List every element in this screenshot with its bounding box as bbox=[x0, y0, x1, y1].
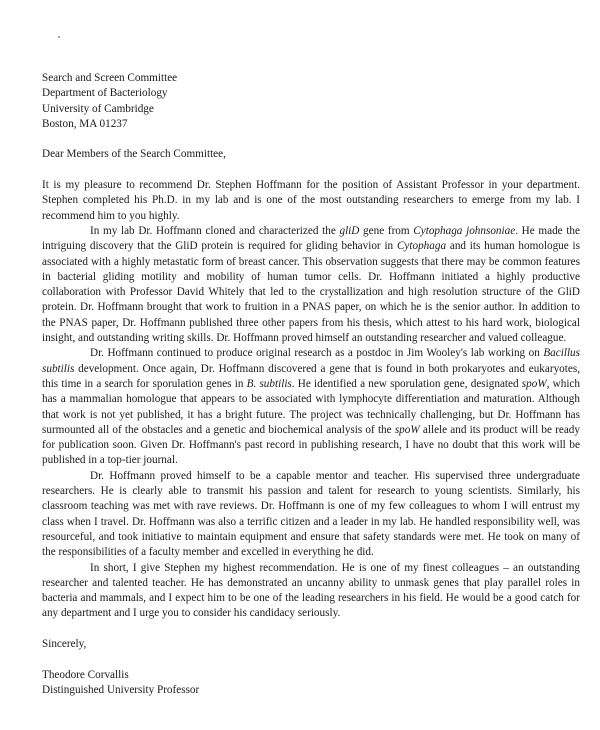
species-name-italic: Cytophaga johnsoniae bbox=[413, 224, 516, 237]
text-run: development. Once again, Dr. Hoffmann discovered a gene that is found in both prokaryotes and eukaryotes, this time in a search for sporulation genes in bbox=[42, 362, 580, 390]
salutation: Dear Members of the Search Committee, bbox=[42, 148, 226, 161]
signer-name: Theodore Corvallis bbox=[42, 668, 129, 681]
paragraph-postdoc-research bbox=[42, 346, 580, 468]
signer-title: Distinguished University Professor bbox=[42, 683, 200, 696]
species-name-italic: Bacillus subtilis bbox=[42, 347, 580, 375]
paragraph-recommendation: In short, I give Stephen my highest recommendation. He is one of my finest colleagues – an outstanding researcher and talented teacher. He has demonstrated an uncanny ability to unmask genes that play parallel roles in bacteria and mammals, and I expect him to be one of the leading researchers in his field. He would be a good catch for any department and I urge you to consider his candidacy seriously. bbox=[42, 561, 580, 620]
paragraph-intro: It is my pleasure to recommend Dr. Stephen Hoffmann for the position of Assistant Professor in your department. Stephen completed his Ph.D. in my lab and is one of the most outstanding researchers to emerge from my lab. I recommend him to you highly. bbox=[42, 179, 580, 222]
gene-name-italic: spoW bbox=[394, 423, 420, 436]
genus-name-italic: Cytophaga bbox=[396, 240, 447, 253]
closing: Sincerely, bbox=[42, 637, 87, 650]
text-run: , which has a mammalian homologue that appears to be associated with lymphocyte differentiation and maturation. Although that work is not yet published, it has a bright future. The project was technically challenging, but Dr. Hoffmann has surmounted all of the obstacles and a genetic and biochemical analysis of the bbox=[42, 377, 580, 436]
signature-block bbox=[42, 668, 580, 699]
recommendation-letter bbox=[42, 71, 580, 698]
address-line-city: Boston, MA 01237 bbox=[42, 117, 128, 130]
species-name-italic: B. subtilis bbox=[246, 377, 292, 390]
paragraph-mentoring: Dr. Hoffmann proved himself to be a capable mentor and teacher. His supervised three undergraduate researchers. He is clearly able to transmit his passion and talent for research to young scientists. Similarly, his classroom teaching was met with rave reviews. Dr. Hoffmann is one of my few colleagues to whom I will entrust my class when I travel. Dr. Hoffmann was also a terrific citizen and a leader in my lab. He handled responsibility well, was resourceful, and took initiative to maintain equipment and ensure that safety standards were met. He took on many of the responsibilities of a faculty member and excelled in everything he did. bbox=[42, 469, 580, 559]
address-line-department: Department of Bacteriology bbox=[42, 87, 168, 100]
recipient-address bbox=[42, 71, 580, 132]
scan-speck bbox=[58, 36, 60, 38]
text-run: and its human homologue is associated with a highly metastatic form of breast cancer. This observation suggests that there may be common features in bacterial gliding motility and mobility of human tumor cells. Dr. Hoffmann initiated a highly productive collaboration with Professor David Whitely that led to the crystallization and high resolution structure of the GliD protein. Dr. Hoffmann brought that work to fruition in a PNAS paper, on which he is the senior author. In addition to the PNAS paper, Dr. Hoffmann published three other papers from his thesis, which attest to his hard work, biological insight, and outstanding writing skills. Dr. Hoffmann proved himself an outstanding researcher and valued colleague. bbox=[42, 240, 580, 345]
address-line-committee: Search and Screen Committee bbox=[42, 72, 178, 84]
text-run: gene from bbox=[359, 224, 414, 237]
text-run: Dr. Hoffmann continued to produce original research as a postdoc in Jim Wooley's lab working on bbox=[90, 347, 544, 360]
gene-name-italic: gliD bbox=[339, 224, 360, 237]
address-line-university: University of Cambridge bbox=[42, 102, 154, 115]
text-run: . He identified a new sporulation gene, designated bbox=[291, 377, 522, 390]
paragraph-phd-research bbox=[42, 224, 580, 346]
text-run: In my lab Dr. Hoffmann cloned and characterized the bbox=[90, 224, 340, 237]
gene-name-italic: spoW bbox=[521, 377, 547, 390]
text-run: . He made the intriguing discovery that the GliD protein is required for gliding behavior in bbox=[42, 224, 580, 253]
text-run: allele and its product will be ready for publication soon. Given Dr. Hoffmann's past record in publishing research, I have no doubt that this work will be published in a top-tier journal. bbox=[42, 423, 580, 467]
